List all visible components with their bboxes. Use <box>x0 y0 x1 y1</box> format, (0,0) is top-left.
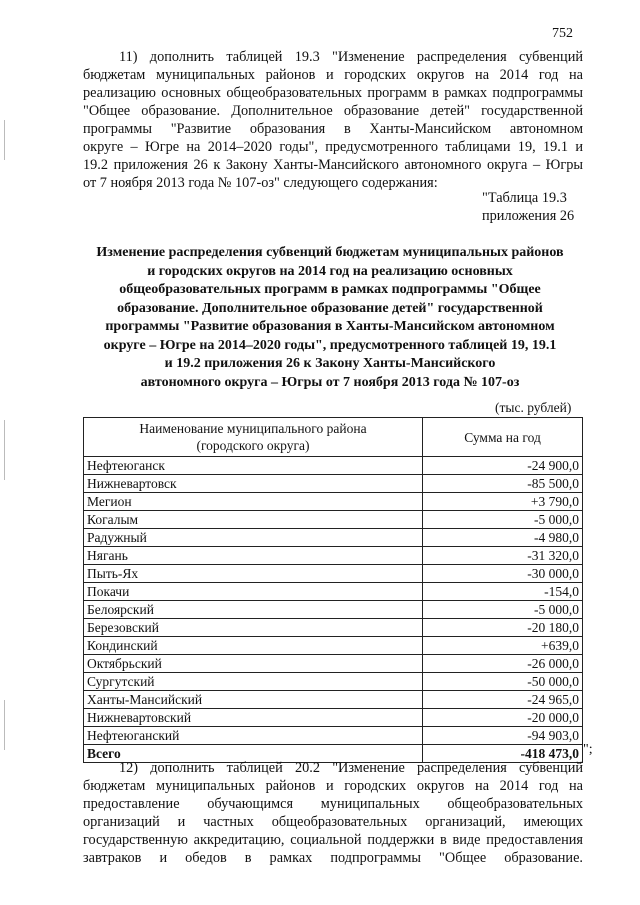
table-row <box>84 565 583 583</box>
paragraph-line: от 7 ноября 2013 года № 107-оз" следующего содержания: <box>83 175 438 191</box>
heading-line: образование. Дополнительное образование детей" государственной <box>117 300 543 316</box>
district-value: -5 000,0 <box>423 511 583 529</box>
district-name: Радужный <box>84 529 423 547</box>
paragraph-line: 11) дополнить таблицей 19.3 "Изменение распределения субвенций <box>119 49 583 65</box>
paragraph-line: бюджетам муниципальных районов и городских округов на 2014 год на <box>83 67 583 83</box>
district-name: Ханты-Мансийский <box>84 691 423 709</box>
district-name: Нефтеюганский <box>84 727 423 745</box>
table-caption <box>482 189 574 225</box>
district-name: Белоярский <box>84 601 423 619</box>
table-caption-line: приложения 26 <box>482 208 575 224</box>
district-name: Когалым <box>84 511 423 529</box>
table-row <box>84 727 583 745</box>
district-name: Нижневартовск <box>84 475 423 493</box>
district-value: +3 790,0 <box>423 493 583 511</box>
table-row <box>84 619 583 637</box>
district-value: +639,0 <box>423 637 583 655</box>
table-row <box>84 637 583 655</box>
paragraph-line: 12) дополнить таблицей 20.2 "Изменение распределения субвенций <box>119 760 583 776</box>
heading-line: Изменение распределения субвенций бюджетам муниципальных районов <box>96 245 564 260</box>
table-row <box>84 601 583 619</box>
heading-line: программы "Развитие образования в Ханты-Мансийском автономном <box>105 319 555 334</box>
paragraph-line: реализацию основных общеобразовательных программ в рамках подпрограммы <box>83 85 583 101</box>
district-name: Кондинский <box>84 637 423 655</box>
total-value: -418 473,0 <box>423 745 583 763</box>
table-row <box>84 655 583 673</box>
table-row <box>84 475 583 493</box>
paragraph-11 <box>83 48 583 192</box>
total-label: Всего <box>84 745 423 763</box>
heading-line: общеобразовательных программ в рамках подпрограммы "Общее <box>119 282 541 297</box>
district-value: -26 000,0 <box>423 655 583 673</box>
district-value: -24 900,0 <box>423 457 583 475</box>
paragraph-line: предоставление обучающимся муниципальных общеобразовательных <box>83 796 583 812</box>
district-value: -4 980,0 <box>423 529 583 547</box>
district-name: Октябрьский <box>84 655 423 673</box>
district-name: Нижневартовский <box>84 709 423 727</box>
district-name: Нягань <box>84 547 423 565</box>
table-row <box>84 457 583 475</box>
page-number: 752 <box>552 26 573 41</box>
subvention-table <box>83 417 583 763</box>
district-name: Пыть-Ях <box>84 565 423 583</box>
district-value: -24 965,0 <box>423 691 583 709</box>
table-row <box>84 673 583 691</box>
district-value: -20 180,0 <box>423 619 583 637</box>
column-header-name <box>84 418 423 457</box>
district-value: -30 000,0 <box>423 565 583 583</box>
table-row <box>84 529 583 547</box>
column-header-name-line: Наименование муниципального района <box>139 421 367 436</box>
table-row <box>84 709 583 727</box>
table-caption-line: "Таблица 19.3 <box>482 190 567 206</box>
scan-margin-line <box>4 700 5 750</box>
district-value: -20 000,0 <box>423 709 583 727</box>
column-header-name-line: (городского округа) <box>196 438 310 453</box>
district-name: Березовский <box>84 619 423 637</box>
district-value: -85 500,0 <box>423 475 583 493</box>
table-body <box>84 457 583 745</box>
column-header-sum: Сумма на год <box>423 418 583 457</box>
district-name: Сургутский <box>84 673 423 691</box>
paragraph-line: округе – Югре на 2014–2020 годы", предусмотренного таблицами 19, 19.1 и <box>83 139 583 155</box>
scan-margin-line <box>4 420 5 480</box>
paragraph-line: завтраков и обедов в рамках подпрограммы "Общее образование. <box>83 850 583 866</box>
heading-line: и городских округов на 2014 год на реализацию основных <box>147 263 513 279</box>
paragraph-line: 19.2 приложения 26 к Закону Ханты-Мансийского автономного округа – Югры <box>83 157 583 173</box>
district-value: -31 320,0 <box>423 547 583 565</box>
district-name: Покачи <box>84 583 423 601</box>
district-name: Нефтеюганск <box>84 457 423 475</box>
district-value: -50 000,0 <box>423 673 583 691</box>
table-header-row <box>84 418 583 457</box>
heading-line: округе – Югре на 2014–2020 годы", предусмотренного таблицей 19, 19.1 <box>103 337 557 353</box>
table-row <box>84 547 583 565</box>
district-name: Мегион <box>84 493 423 511</box>
paragraph-line: бюджетам муниципальных районов и городских округов на 2014 год на <box>83 778 583 794</box>
table-heading <box>70 244 590 392</box>
scan-margin-line <box>4 120 5 160</box>
units-label: (тыс. рублей) <box>495 400 572 415</box>
paragraph-line: "Общее образование. Дополнительное образование детей" государственной <box>83 103 583 119</box>
closing-quote-mark: "; <box>583 742 593 757</box>
district-value: -94 903,0 <box>423 727 583 745</box>
table-row <box>84 691 583 709</box>
paragraph-line: государственную аккредитацию, социальной поддержки в виде предоставления <box>83 832 583 848</box>
district-value: -5 000,0 <box>423 601 583 619</box>
paragraph-line: программы "Развитие образования в Ханты-Мансийском автономном <box>83 121 583 137</box>
heading-line: и 19.2 приложения 26 к Закону Ханты-Мансийского <box>164 356 496 371</box>
paragraph-line: организаций и частных общеобразовательных организаций, имеющих <box>83 814 583 830</box>
table-row <box>84 511 583 529</box>
heading-line: автономного округа – Югры от 7 ноября 2013 года № 107-оз <box>140 374 520 390</box>
district-value: -154,0 <box>423 583 583 601</box>
table-row <box>84 583 583 601</box>
paragraph-12 <box>83 759 583 867</box>
table-row <box>84 493 583 511</box>
